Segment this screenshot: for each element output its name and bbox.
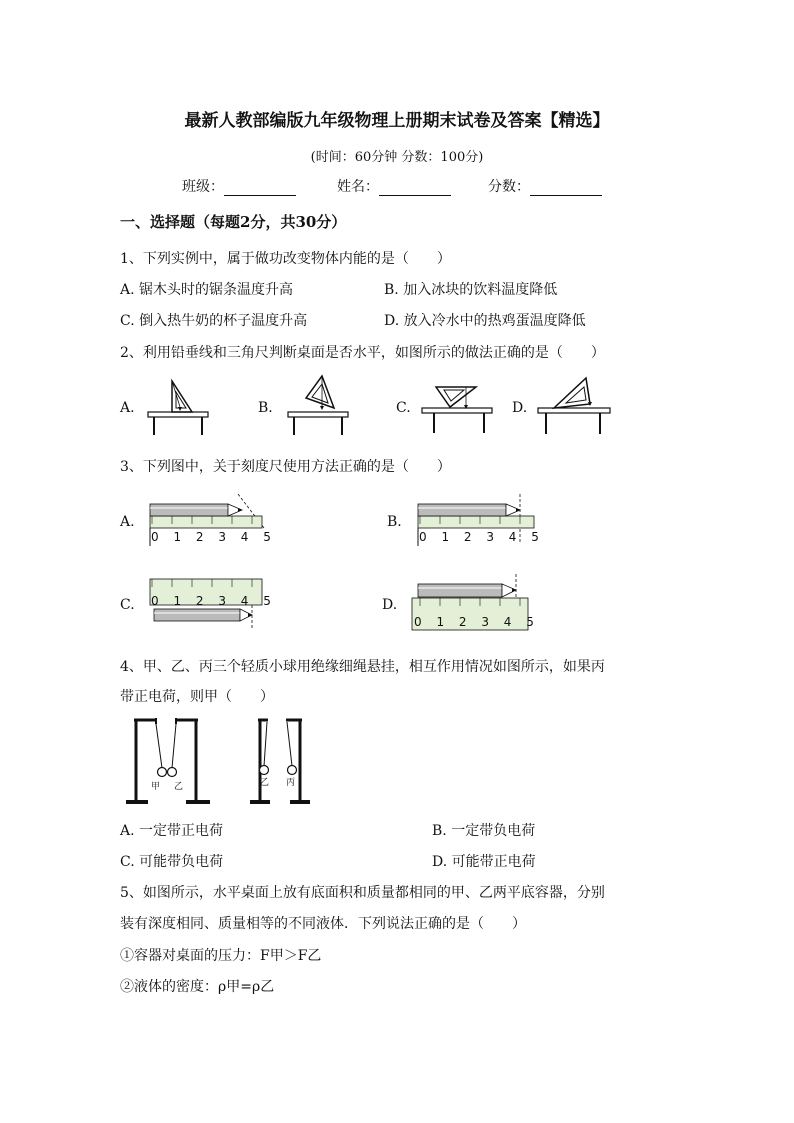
class-label: 班级： xyxy=(182,179,224,195)
q1-option-b[interactable]: B. 加入冰块的饮料温度降低 xyxy=(384,282,558,298)
score-blank[interactable] xyxy=(530,181,602,196)
question-2-stem: 2、利用铅垂线和三角尺判断桌面是否水平，如图所示的做法正确的是（ ） xyxy=(120,345,605,361)
q2-figure-d xyxy=(534,372,614,440)
name-field xyxy=(337,176,451,196)
q3-option-a[interactable]: A. xyxy=(120,514,135,530)
q5-item-1: ①容器对桌面的压力：F甲＞F乙 xyxy=(120,948,322,964)
q3-option-d[interactable]: D. xyxy=(382,597,398,613)
q2-option-b[interactable]: B. xyxy=(258,400,273,416)
score-label: 分数： xyxy=(488,179,530,195)
q2-option-c[interactable]: C. xyxy=(396,400,411,416)
ball-label-yi: 乙 xyxy=(174,782,184,792)
q3b-ruler-numbers: 0 1 2 3 4 5 xyxy=(419,530,545,544)
ball-label-bing: 丙 xyxy=(286,778,296,788)
question-4-stem-line-1: 4、甲、乙、丙三个轻质小球用绝缘细绳悬挂，相互作用情况如图所示，如果丙 xyxy=(120,659,605,675)
question-5-stem-line-2: 装有深度相同、质量相等的不同液体．下列说法正确的是（ ） xyxy=(120,916,526,932)
q4-option-a[interactable]: A. 一定带正电荷 xyxy=(120,823,224,839)
name-blank[interactable] xyxy=(379,181,451,196)
q1-option-d[interactable]: D. 放入冷水中的热鸡蛋温度降低 xyxy=(384,313,586,329)
question-3-stem: 3、下列图中，关于刻度尺使用方法正确的是（ ） xyxy=(120,459,451,475)
question-5-stem-line-1: 5、如图所示，水平桌面上放有底面积和质量都相同的甲、乙两平底容器，分别 xyxy=(120,885,605,901)
question-1-stem: 1、下列实例中，属于做功改变物体内能的是（ ） xyxy=(120,251,451,267)
q4-option-c[interactable]: C. 可能带负电荷 xyxy=(120,854,224,870)
q2-figure-c xyxy=(414,375,494,440)
q3c-ruler-numbers: 0 1 2 3 4 5 xyxy=(151,594,277,608)
q4-figure-right xyxy=(244,716,314,808)
q3d-ruler-numbers: 0 1 2 3 4 5 xyxy=(414,615,540,629)
q2-option-d[interactable]: D. xyxy=(512,400,528,416)
q4-figure-left xyxy=(120,716,220,808)
q1-option-c[interactable]: C. 倒入热牛奶的杯子温度升高 xyxy=(120,313,308,329)
q5-item-2: ②液体的密度：ρ甲=ρ乙 xyxy=(120,979,275,995)
ball-label-yi-2: 乙 xyxy=(260,778,270,788)
q3a-ruler-numbers: 0 1 2 3 4 5 xyxy=(151,530,277,544)
score-field xyxy=(488,176,602,196)
q4-option-b[interactable]: B. 一定带负电荷 xyxy=(432,823,536,839)
q2-option-a[interactable]: A. xyxy=(120,400,135,416)
q2-figure-a xyxy=(140,375,220,440)
q3-option-b[interactable]: B. xyxy=(387,514,402,530)
name-label: 姓名： xyxy=(337,179,379,195)
q3-option-c[interactable]: C. xyxy=(120,597,135,613)
q4-option-d[interactable]: D. 可能带正电荷 xyxy=(432,854,536,870)
ball-label-jia: 甲 xyxy=(151,782,161,792)
exam-time-score: (时间：60分钟 分数：100分) xyxy=(310,150,484,165)
page-title: 最新人教部编版九年级物理上册期末试卷及答案【精选】 xyxy=(184,111,610,131)
class-blank[interactable] xyxy=(224,181,296,196)
q1-option-a[interactable]: A. 锯木头时的锯条温度升高 xyxy=(120,282,294,298)
question-4-stem-line-2: 带正电荷，则甲（ ） xyxy=(120,689,274,705)
q2-figure-b xyxy=(280,372,360,440)
section-heading: 一、选择题（每题2分，共30分） xyxy=(120,213,347,231)
class-field xyxy=(182,176,296,196)
